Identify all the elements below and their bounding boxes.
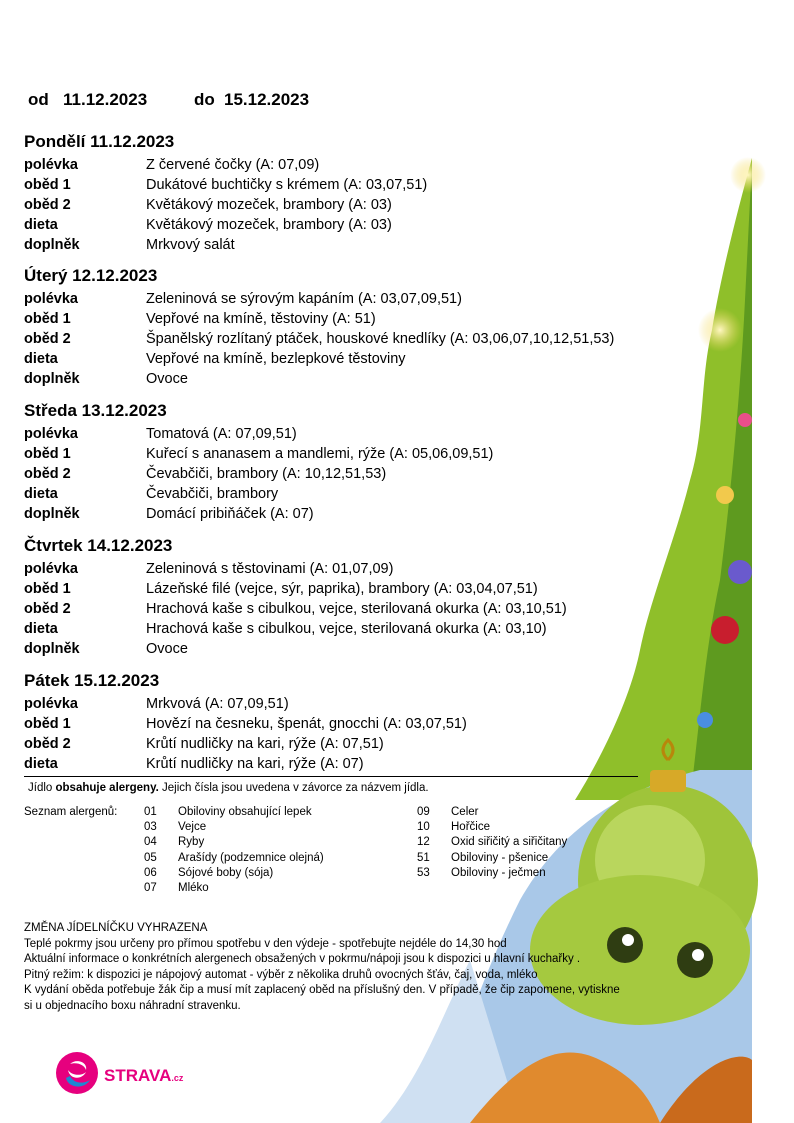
allergen-item: [417, 821, 490, 833]
allergen-code: 01: [144, 806, 157, 818]
footer-line: K vydání oběda potřebuje žák čip a musí mít zaplacený oběd na příslušný den. V případě, že čip zapomene, vytiskne si u objednacího boxu náhradní stravenku.: [24, 984, 620, 1012]
allergen-code: 51: [417, 852, 430, 864]
allergen-name: Obiloviny - ječmen: [451, 867, 546, 879]
row-label: polévka: [24, 561, 78, 577]
row-value: Krůtí nudličky na kari, rýže (A: 07,51): [146, 736, 384, 752]
row-label: oběd 1: [24, 581, 71, 597]
allergen-code: 03: [144, 821, 157, 833]
strava-logo-text: [104, 1066, 183, 1086]
allergen-item: [144, 882, 209, 894]
allergen-item: [417, 836, 567, 848]
row-value: Krůtí nudličky na kari, rýže (A: 07): [146, 756, 364, 772]
allergen-item: [417, 867, 546, 879]
menu-row: [24, 694, 764, 714]
range-from-label: od: [28, 90, 49, 109]
day-title: Úterý 12.12.2023: [24, 266, 158, 285]
row-label: doplněk: [24, 506, 80, 522]
allergen-name: Obiloviny obsahující lepek: [178, 806, 312, 818]
day-monday: [24, 129, 764, 255]
menu-row: [24, 235, 764, 255]
row-label: oběd 1: [24, 716, 71, 732]
row-label: oběd 2: [24, 466, 71, 482]
divider: [24, 776, 638, 777]
menu-row: [24, 155, 764, 175]
allergen-item: [144, 867, 273, 879]
allergen-code: 06: [144, 867, 157, 879]
row-value: Dukátové buchtičky s krémem (A: 03,07,51): [146, 177, 428, 193]
row-label: oběd 1: [24, 311, 71, 327]
menu-row: [24, 215, 764, 235]
row-value: Ovoce: [146, 371, 188, 387]
allergen-name: Mléko: [178, 882, 209, 894]
row-value: Čevabčiči, brambory: [146, 486, 279, 502]
allergen-code: 07: [144, 882, 157, 894]
allergen-code: 12: [417, 836, 430, 848]
allergen-item: [144, 852, 324, 864]
row-value: Ovoce: [146, 641, 188, 657]
row-label: doplněk: [24, 237, 80, 253]
menu-row: [24, 559, 764, 579]
day-title: Středa 13.12.2023: [24, 401, 167, 420]
row-label: dieta: [24, 486, 58, 502]
row-label: oběd 2: [24, 601, 71, 617]
row-label: polévka: [24, 157, 78, 173]
row-label: oběd 1: [24, 446, 71, 462]
row-value: Vepřové na kmíně, těstoviny (A: 51): [146, 311, 376, 327]
row-label: oběd 2: [24, 331, 71, 347]
menu-row: [24, 619, 764, 639]
day-thursday: [24, 533, 764, 659]
menu-row: [24, 579, 764, 599]
allergen-code: 04: [144, 836, 157, 848]
range-to-label: do: [194, 90, 215, 109]
menu-row: [24, 175, 764, 195]
row-value: Zeleninová s těstovinami (A: 01,07,09): [146, 561, 394, 577]
allergen-list-label: Seznam alergenů:: [24, 806, 118, 818]
allergen-name: Arašídy (podzemnice olejná): [178, 852, 324, 864]
allergen-code: 10: [417, 821, 430, 833]
menu-row: [24, 504, 764, 524]
menu-row: [24, 444, 764, 464]
allergen-code: 05: [144, 852, 157, 864]
allergen-note-prefix: Jídlo: [28, 782, 56, 794]
day-title: Pátek 15.12.2023: [24, 671, 160, 690]
menu-row: [24, 289, 764, 309]
allergen-item: [144, 821, 206, 833]
footer-line: Aktuální informace o konkrétních alergenech obsažených v pokrmu/nápoji jsou k dispozici u hlavní kuchařky .: [24, 953, 581, 965]
row-label: oběd 1: [24, 177, 71, 193]
row-label: doplněk: [24, 641, 80, 657]
allergen-note: [28, 782, 429, 794]
row-value: Kuřecí s ananasem a mandlemi, rýže (A: 05,06,09,51): [146, 446, 494, 462]
range-from-date: 11.12.2023: [63, 90, 148, 109]
logo-tld: .cz: [171, 1073, 184, 1083]
row-value: Z červené čočky (A: 07,09): [146, 157, 320, 173]
row-value: Hrachová kaše s cibulkou, vejce, sterilovaná okurka (A: 03,10): [146, 621, 547, 637]
menu-row: [24, 369, 764, 389]
row-value: Domácí pribiňáček (A: 07): [146, 506, 314, 522]
day-wednesday: [24, 398, 764, 524]
row-label: doplněk: [24, 371, 80, 387]
row-value: Španělský rozlítaný ptáček, houskové knedlíky (A: 03,06,07,10,12,51,53): [146, 331, 615, 347]
menu-row: [24, 424, 764, 444]
allergen-item: [144, 806, 312, 818]
allergen-item: [144, 836, 204, 848]
row-label: dieta: [24, 351, 58, 367]
row-value: Hrachová kaše s cibulkou, vejce, sterilovaná okurka (A: 03,10,51): [146, 601, 567, 617]
day-title: Čtvrtek 14.12.2023: [24, 536, 173, 555]
row-value: Lázeňské filé (vejce, sýr, paprika), brambory (A: 03,04,07,51): [146, 581, 538, 597]
menu-row: [24, 195, 764, 215]
allergen-note-suffix: Jejich čísla jsou uvedena v závorce za názvem jídla.: [158, 782, 429, 794]
row-label: polévka: [24, 291, 78, 307]
row-value: Květákový mozeček, brambory (A: 03): [146, 197, 392, 213]
footer-line: ZMĚNA JÍDELNÍČKU VYHRAZENA: [24, 922, 208, 934]
allergen-name: Hořčice: [451, 821, 490, 833]
allergen-name: Celer: [451, 806, 479, 818]
menu-row: [24, 309, 764, 329]
menu-row: [24, 329, 764, 349]
menu-row: [24, 349, 764, 369]
row-value: Čevabčiči, brambory (A: 10,12,51,53): [146, 466, 387, 482]
day-title: Pondělí 11.12.2023: [24, 132, 175, 151]
row-label: oběd 2: [24, 197, 71, 213]
menu-row: [24, 599, 764, 619]
row-value: Květákový mozeček, brambory (A: 03): [146, 217, 392, 233]
allergen-code: 53: [417, 867, 430, 879]
footer-line: Teplé pokrmy jsou určeny pro přímou spotřebu v den výdeje - spotřebujte nejdéle do 14,30 hod: [24, 937, 507, 950]
menu-row: [24, 714, 764, 734]
allergen-name: Sójové boby (sója): [178, 867, 274, 879]
allergen-name: Obiloviny - pšenice: [451, 852, 549, 864]
row-value: Zeleninová se sýrovým kapáním (A: 03,07,09,51): [146, 291, 462, 307]
allergen-name: Oxid siřičitý a siřičitany: [451, 836, 568, 848]
menu-row: [24, 734, 764, 754]
footer-line: Pitný režim: k dispozici je nápojový automat - výběr z několika druhů ovocných šťáv, čaj, voda, mléko: [24, 968, 538, 981]
strava-logo-icon: [54, 1050, 100, 1096]
row-label: dieta: [24, 621, 58, 637]
menu-row: [24, 754, 764, 774]
allergen-code: 09: [417, 806, 430, 818]
allergen-note-bold: obsahuje alergeny.: [55, 782, 159, 794]
day-tuesday: [24, 263, 764, 389]
row-label: polévka: [24, 696, 78, 712]
logo-name: STRAVA: [104, 1066, 172, 1085]
allergen-item: [417, 852, 548, 864]
row-label: dieta: [24, 217, 58, 233]
range-to-date: 15.12.2023: [224, 90, 310, 109]
allergen-name: Ryby: [178, 836, 205, 848]
row-value: Vepřové na kmíně, bezlepkové těstoviny: [146, 351, 406, 367]
row-value: Mrkvová (A: 07,09,51): [146, 696, 289, 712]
row-value: Hovězí na česneku, špenát, gnocchi (A: 03,07,51): [146, 716, 467, 732]
menu-row: [24, 639, 764, 659]
row-label: oběd 2: [24, 736, 71, 752]
row-label: dieta: [24, 756, 58, 772]
row-value: Mrkvový salát: [146, 237, 235, 253]
day-friday: [24, 668, 764, 774]
row-label: polévka: [24, 426, 78, 442]
menu-row: [24, 464, 764, 484]
menu-row: [24, 484, 764, 504]
row-value: Tomatová (A: 07,09,51): [146, 426, 297, 442]
footer-notes: [24, 921, 624, 1014]
allergen-item: [417, 806, 478, 818]
allergen-name: Vejce: [178, 821, 207, 833]
